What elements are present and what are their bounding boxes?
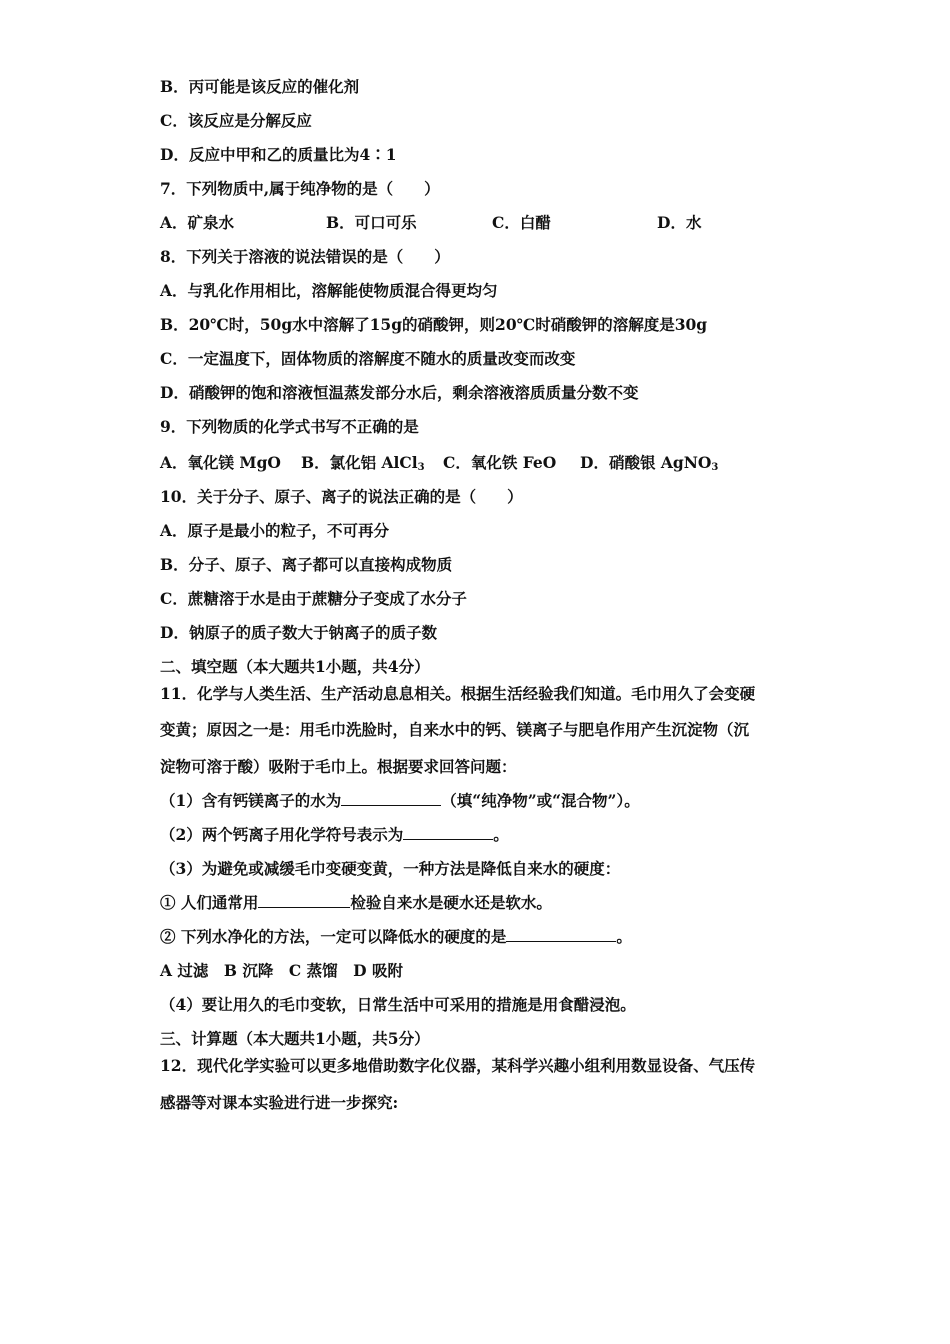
q6-option-c: C．该反应是分解反应 (160, 111, 312, 130)
q8-option-d: D．硝酸钾的饱和溶液恒温蒸发部分水后，剩余溶液溶质质量分数不变 (160, 383, 639, 402)
answer-blank-2[interactable] (403, 825, 493, 840)
q9-option-a: A．氧化镁 MgO (160, 453, 281, 472)
q6-option-b: B．丙可能是该反应的催化剂 (160, 77, 360, 96)
q7-stem: 7．下列物质中,属于纯净物的是（ ） (160, 179, 440, 198)
section-3-heading: 三、计算题（本大题共1小题，共5分） (160, 1029, 430, 1048)
q9-option-c: C．氧化铁 FeO (443, 453, 557, 472)
answer-blank-3[interactable] (258, 893, 350, 908)
q11-part-4: （4）要让用久的毛巾变软，日常生活中可采用的措施是用食醋浸泡。 (160, 995, 636, 1014)
q10-option-b: B．分子、原子、离子都可以直接构成物质 (160, 555, 453, 574)
q6-option-d: D．反应中甲和乙的质量比为4∶1 (160, 145, 397, 164)
q11-part-2: （2）两个钙离子用化学符号表示为 。 (160, 825, 509, 844)
q8-option-a: A．与乳化作用相比，溶解能使物质混合得更均匀 (160, 281, 498, 300)
q9-stem: 9．下列物质的化学式书写不正确的是 (160, 417, 419, 436)
q12-line-2: 感器等对课本实验进行进一步探究: (160, 1093, 399, 1112)
q7-option-b: B．可口可乐 (326, 213, 417, 232)
q11-part-3: （3）为避免或减缓毛巾变硬变黄，一种方法是降低自来水的硬度： (160, 859, 621, 878)
q8-option-c: C．一定温度下，固体物质的溶解度不随水的质量改变而改变 (160, 349, 576, 368)
q11-line-3: 淀物可溶于酸）吸附于毛巾上。根据要求回答问题： (160, 757, 517, 776)
section-2-heading: 二、填空题（本大题共1小题，共4分） (160, 657, 430, 676)
q7-option-a: A．矿泉水 (160, 213, 235, 232)
q11-line-1: 11．化学与人类生活、生产活动息息相关。根据生活经验我们知道。毛巾用久了会变硬 (160, 684, 756, 703)
q11-part-3a: ① 人们通常用 检验自来水是硬水还是软水。 (160, 893, 552, 912)
q10-stem: 10．关于分子、原子、离子的说法正确的是（ ） (160, 487, 523, 506)
q9-option-b: B．氯化铝 AlCl$_3$ (301, 453, 425, 473)
q7-option-c: C．白醋 (492, 213, 551, 232)
answer-blank-4[interactable] (506, 927, 616, 942)
q10-option-d: D．钠原子的质子数大于钠离子的质子数 (160, 623, 437, 642)
q11-part-3b: ② 下列水净化的方法，一定可以降低水的硬度的是 。 (160, 927, 632, 946)
q7-option-d: D．水 (657, 213, 702, 232)
q11-line-2: 变黄；原因之一是：用毛巾洗脸时，自来水中的钙、镁离子与肥皂作用产生沉淀物（沉 (160, 720, 750, 739)
q8-stem: 8．下列关于溶液的说法错误的是（ ） (160, 247, 450, 266)
answer-blank-1[interactable] (341, 791, 441, 806)
q10-option-c: C．蔗糖溶于水是由于蔗糖分子变成了水分子 (160, 589, 467, 608)
q12-line-1: 12．现代化学实验可以更多地借助数字化仪器，某科学兴趣小组利用数显设备、气压传 (160, 1056, 756, 1075)
q11-part-1: （1）含有钙镁离子的水为 （填“纯净物”或“混合物”）。 (160, 791, 640, 810)
q8-option-b: B．20℃时，50g水中溶解了15g的硝酸钾，则20℃时硝酸钾的溶解度是30g (160, 315, 708, 334)
q11-choices: A 过滤 B 沉降 C 蒸馏 D 吸附 (160, 961, 403, 980)
q10-option-a: A．原子是最小的粒子，不可再分 (160, 521, 390, 540)
q9-option-d: D．硝酸银 AgNO$_3$ (580, 453, 719, 473)
